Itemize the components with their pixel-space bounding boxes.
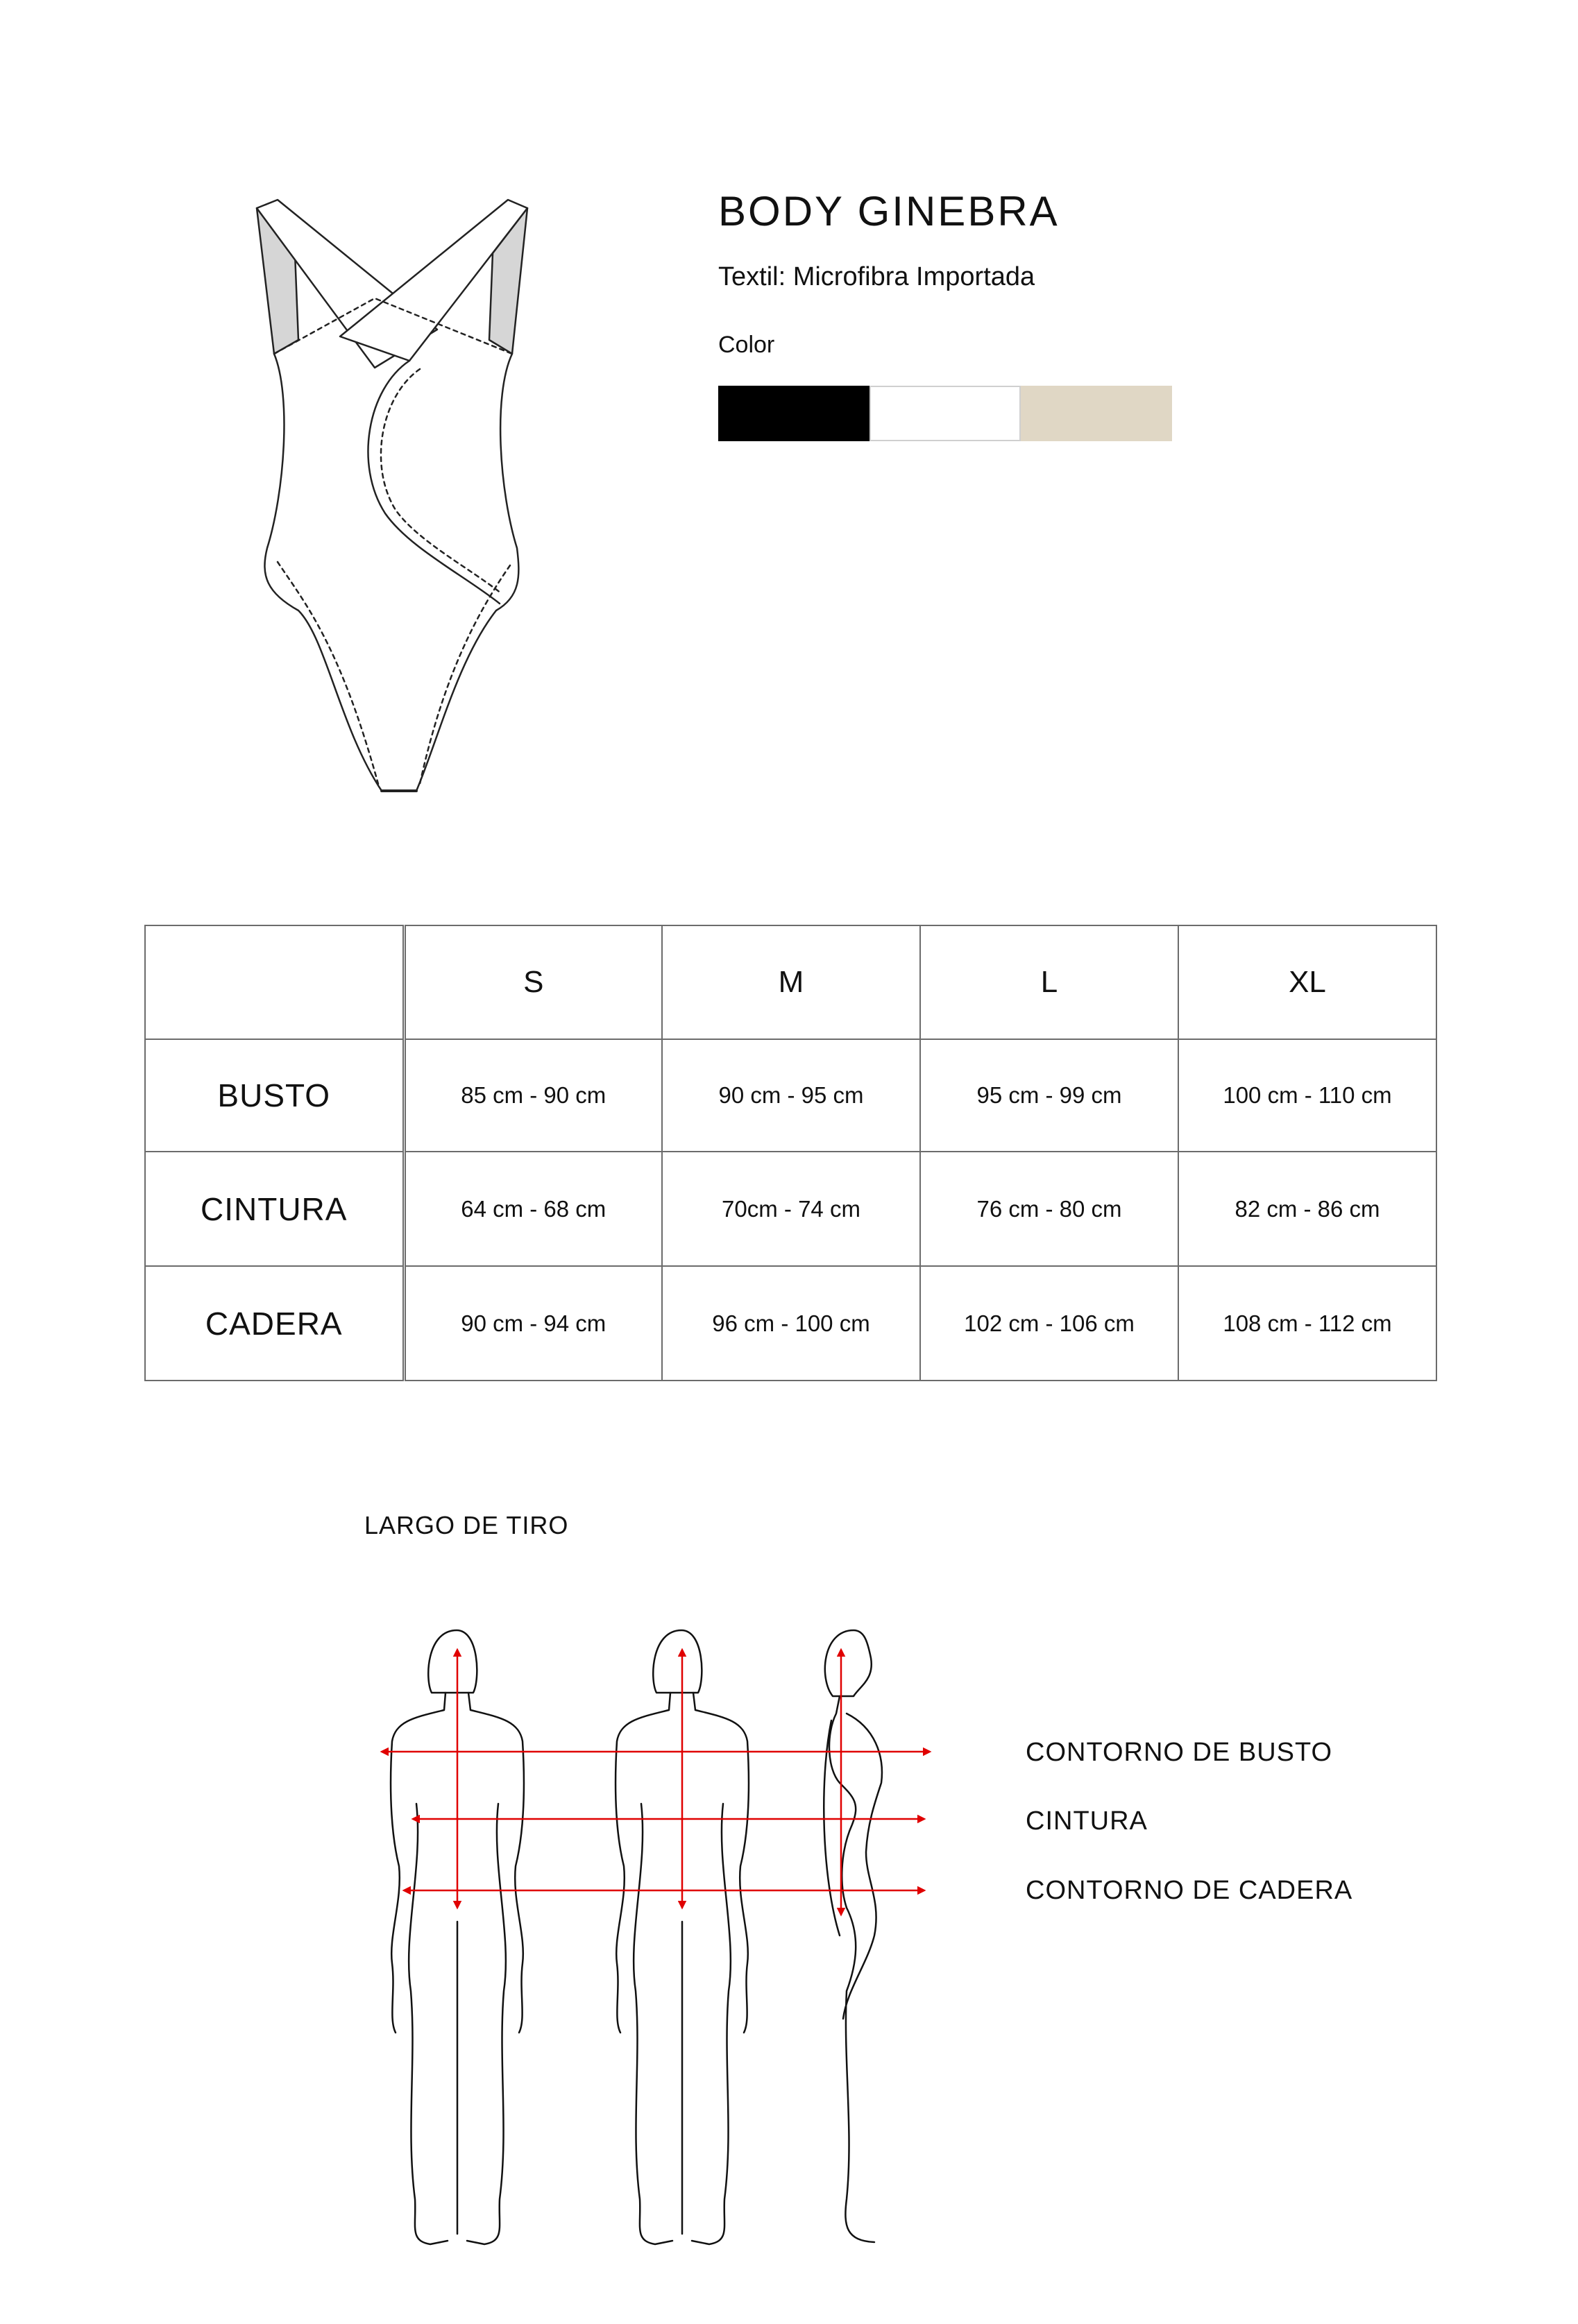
size-header-xl: XL [1178,925,1436,1039]
product-title: BODY GINEBRA [718,188,1060,234]
bodysuit-sketch [236,187,548,812]
body-figures-diagram [361,1575,965,2269]
row-label-busto: BUSTO [145,1039,404,1152]
fabric-info: Textil: Microfibra Importada [718,262,1035,291]
table-cell: 100 cm - 110 cm [1178,1039,1436,1152]
table-row [145,1152,1436,1266]
row-label-cintura: CINTURA [145,1152,404,1266]
color-swatch-white[interactable] [869,386,1021,441]
color-label: Color [718,332,775,358]
table-cell: 96 cm - 100 cm [662,1266,920,1381]
largo-de-tiro-label: LARGO DE TIRO [364,1511,569,1539]
legend-contorno-cadera: CONTORNO DE CADERA [1026,1876,1353,1905]
size-chart-table [144,925,1437,1381]
table-corner-cell [145,925,404,1039]
color-swatches [718,386,1172,441]
legend-cintura: CINTURA [1026,1806,1148,1836]
size-header-m: M [662,925,920,1039]
legend-contorno-busto: CONTORNO DE BUSTO [1026,1738,1333,1767]
table-cell: 90 cm - 94 cm [404,1266,662,1381]
table-cell: 70cm - 74 cm [662,1152,920,1266]
color-swatch-black[interactable] [718,386,869,441]
table-cell: 64 cm - 68 cm [404,1152,662,1266]
size-header-l: L [920,925,1178,1039]
table-cell: 108 cm - 112 cm [1178,1266,1436,1381]
table-cell: 102 cm - 106 cm [920,1266,1178,1381]
table-cell: 90 cm - 95 cm [662,1039,920,1152]
color-swatch-beige[interactable] [1021,386,1172,441]
table-cell: 76 cm - 80 cm [920,1152,1178,1266]
size-header-s: S [404,925,662,1039]
table-header-row [145,925,1436,1039]
figure-side-view [824,1630,882,2242]
table-cell: 85 cm - 90 cm [404,1039,662,1152]
table-cell: 95 cm - 99 cm [920,1039,1178,1152]
table-row [145,1039,1436,1152]
table-row [145,1266,1436,1381]
row-label-cadera: CADERA [145,1266,404,1381]
table-cell: 82 cm - 86 cm [1178,1152,1436,1266]
